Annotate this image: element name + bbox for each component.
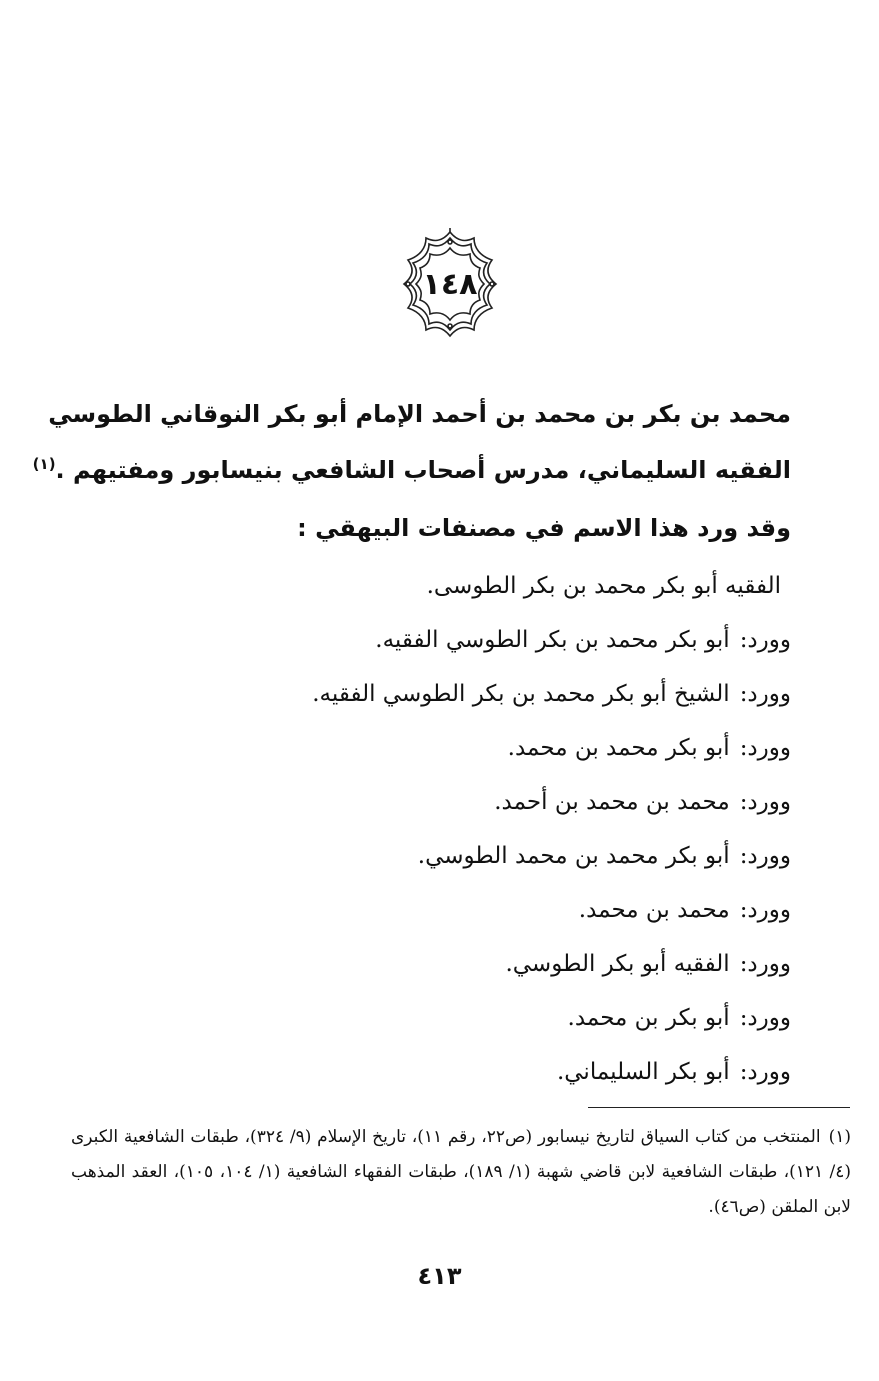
list-item <box>86 782 791 836</box>
heading-line-2-text: الفقيه السليماني، مدرس أصحاب الشافعي بنيسابور ومفتيهم . <box>55 456 791 484</box>
entry-text: الفقيه أبو بكر محمد بن بكر الطوسى. <box>426 573 781 599</box>
entry-prefix: وورد: <box>739 843 791 869</box>
list-item <box>86 1052 791 1106</box>
entry-text: أبو بكر بن محمد. <box>567 1005 730 1031</box>
entry-text: محمد بن محمد بن أحمد. <box>494 789 730 815</box>
heading-line-2 <box>32 438 791 496</box>
entry-prefix: وورد: <box>739 735 791 761</box>
heading-line-3: وقد ورد هذا الاسم في مصنفات البيهقي : <box>297 514 791 542</box>
footnote-divider <box>588 1107 850 1108</box>
entry-text: محمد بن محمد. <box>578 897 730 923</box>
list-item <box>86 944 791 998</box>
entry-prefix: وورد: <box>739 1005 791 1031</box>
list-item <box>86 674 791 728</box>
entry-prefix: وورد: <box>739 789 791 815</box>
entry-text: أبو بكر محمد بن بكر الطوسي الفقيه. <box>375 627 730 653</box>
entry-prefix: وورد: <box>739 627 791 653</box>
list-item <box>86 566 791 620</box>
list-item <box>86 836 791 890</box>
entry-text: الشيخ أبو بكر محمد بن بكر الطوسي الفقيه. <box>312 681 730 707</box>
footnote-text: المنتخب من كتاب السياق لتاريخ نيسابور (ص٢٢، رقم ١١)، تاريخ الإسلام (٩/ ٣٢٤)، طبقات الشافعية الكبرى (٤/ ١٢١)، طبقات الشافعية لابن قاضي شهبة (١/ ١٨٩)، طبقات الفقهاء الشافعية (١/ ١٠٤، ١٠٥)، العقد المذهب لابن الملقن (ص٤٦). <box>71 1127 851 1217</box>
entry-prefix: وورد: <box>739 951 791 977</box>
entry-text: الفقيه أبو بكر الطوسي. <box>505 951 730 977</box>
entry-number-ornament <box>394 228 506 340</box>
page-number: ٤١٣ <box>417 1262 462 1290</box>
list-item <box>86 620 791 674</box>
entry-text: أبو بكر السليماني. <box>556 1059 730 1085</box>
list-item <box>86 728 791 782</box>
entry-text: أبو بكر محمد بن محمد الطوسي. <box>417 843 730 869</box>
entry-prefix: وورد: <box>739 1059 791 1085</box>
footnote <box>71 1120 851 1225</box>
heading-line-1: محمد بن بكر بن محمد بن أحمد الإمام أبو بكر النوقاني الطوسي <box>48 400 791 428</box>
footnote-mark: (١) <box>828 1127 852 1147</box>
list-item <box>86 998 791 1052</box>
entry-prefix: وورد: <box>739 897 791 923</box>
footnote-reference[interactable]: (١) <box>32 455 56 473</box>
entry-prefix: وورد: <box>739 681 791 707</box>
entry-number: ١٤٨ <box>422 266 478 302</box>
name-variants-list <box>86 566 791 1106</box>
list-item <box>86 890 791 944</box>
entry-text: أبو بكر محمد بن محمد. <box>507 735 730 761</box>
